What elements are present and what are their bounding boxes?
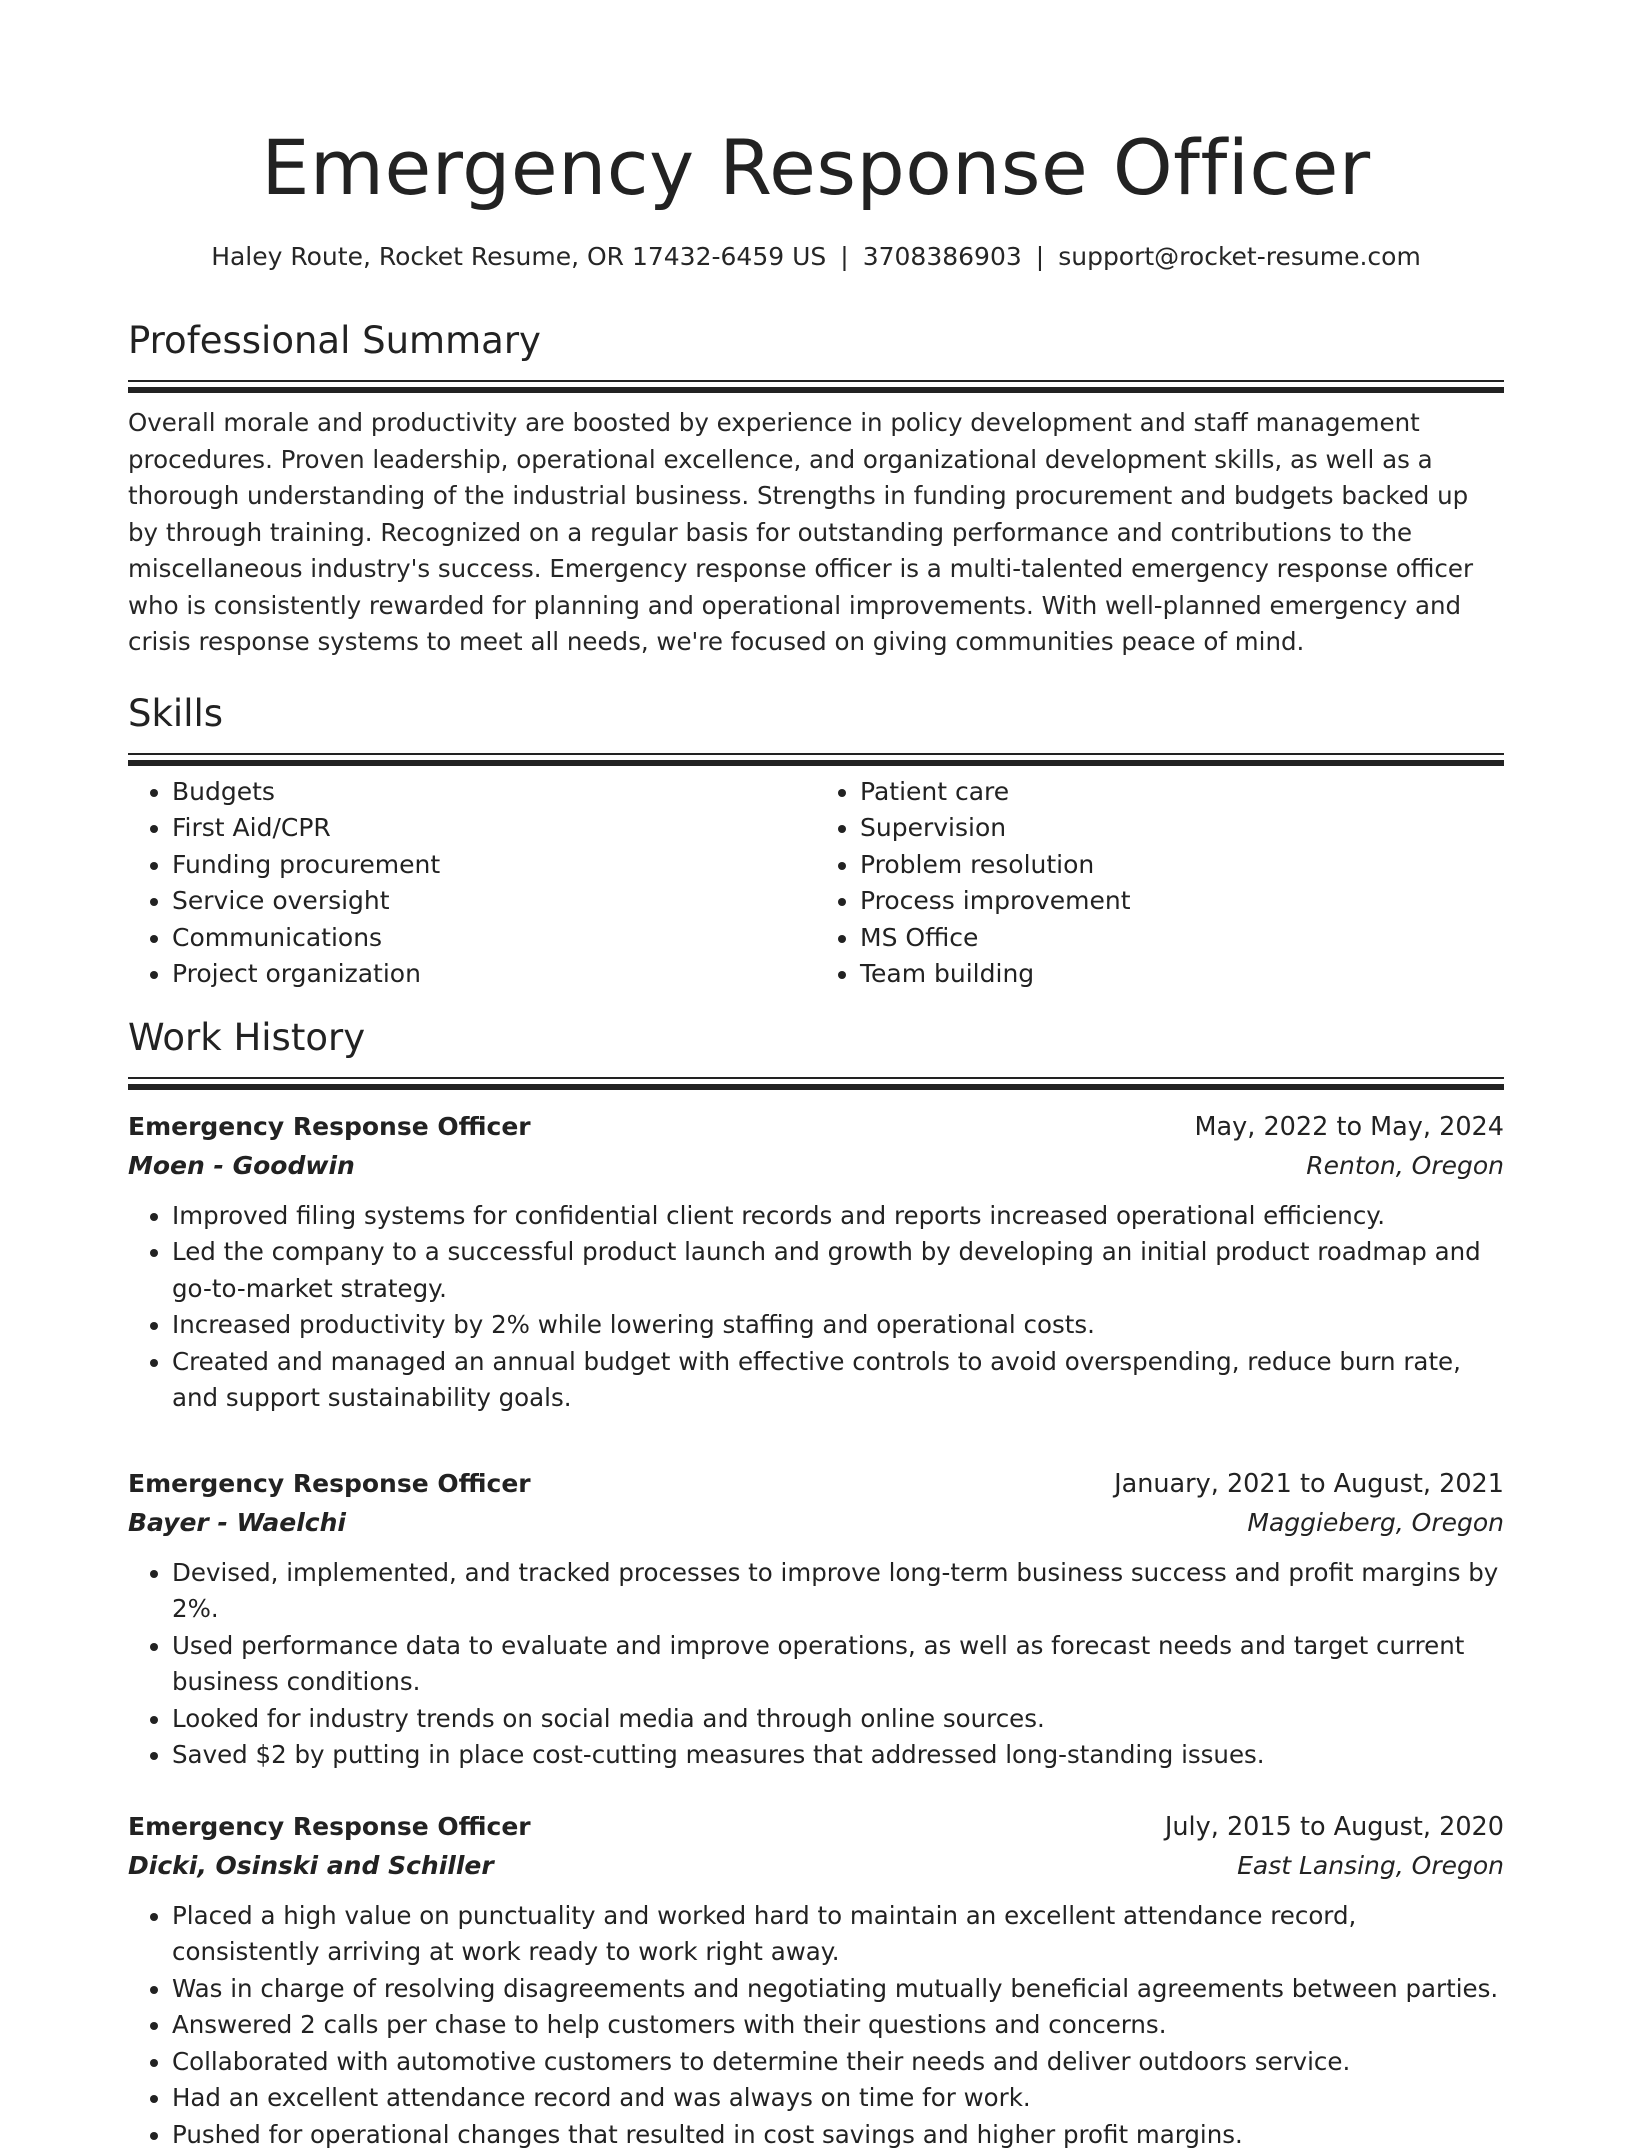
job-company: Dicki, Osinski and Schiller — [128, 1846, 494, 1886]
contact-phone[interactable]: 3708386903 — [863, 242, 1022, 271]
contact-line — [128, 240, 1504, 274]
job-dates: July, 2015 to August, 2020 — [1165, 1808, 1504, 1846]
skill-item: • Process improvement — [860, 883, 1504, 920]
job-bullets — [128, 1555, 1504, 1774]
skills-list-left — [128, 774, 816, 993]
skills-columns — [128, 774, 1504, 993]
job-bullet: • Had an excellent attendance record and was always on time for work. — [172, 2080, 1504, 2117]
skill-item: • Funding procurement — [172, 847, 816, 884]
job-title: Emergency Response Officer — [128, 1465, 531, 1503]
job-bullets — [128, 1198, 1504, 1417]
skill-item: • Budgets — [172, 774, 816, 811]
section-heading-skills: Skills — [128, 689, 1504, 739]
job-location: Renton, Oregon — [1306, 1146, 1504, 1186]
job-bullet: • Saved $2 by putting in place cost-cutting measures that addressed long-standing issues. — [172, 1737, 1504, 1774]
job-subheader-row — [128, 1846, 1504, 1886]
job-bullet: • Looked for industry trends on social media and through online sources. — [172, 1701, 1504, 1738]
job-bullet: • Increased productivity by 2% while lowering staffing and operational costs. — [172, 1307, 1504, 1344]
job-bullet: • Used performance data to evaluate and improve operations, as well as forecast needs and target current business conditions. — [172, 1628, 1504, 1701]
job-title: Emergency Response Officer — [128, 1808, 531, 1846]
job-entry — [128, 1808, 1504, 2153]
summary-text: Overall morale and productivity are boosted by experience in policy development and staff management procedures. Proven leadership, operational excellence, and organizational development skills, as well as a thorough understanding of the industrial business. Strengths in funding procurement and budgets backed up by through training. Recognized on a regular basis for outstanding performance and contributions to the miscellaneous industry's success. Emergency response officer is a multi-talented emergency response officer who is consistently rewarded for planning and operational improvements. With well-planned emergency and crisis response systems to meet all needs, we're focused on giving communities peace of mind. — [128, 405, 1504, 661]
job-header-row — [128, 1465, 1504, 1503]
job-subheader-row — [128, 1146, 1504, 1186]
skill-item: • Supervision — [860, 810, 1504, 847]
job-location: Maggieberg, Oregon — [1247, 1503, 1504, 1543]
job-header-row — [128, 1108, 1504, 1146]
resume-title: Emergency Response Officer — [128, 0, 1504, 218]
skill-item: • MS Office — [860, 920, 1504, 957]
skill-item: • Service oversight — [172, 883, 816, 920]
skill-item: • Project organization — [172, 956, 816, 993]
skills-section — [128, 689, 1504, 993]
work-history-section — [128, 1013, 1504, 2153]
skill-item: • First Aid/CPR — [172, 810, 816, 847]
job-bullet: • Placed a high value on punctuality and worked hard to maintain an excellent attendance record, consistently arriving at work ready to work right away. — [172, 1898, 1504, 1971]
contact-separator: | — [1022, 242, 1058, 271]
section-divider — [128, 753, 1504, 766]
job-entry — [128, 1108, 1504, 1417]
job-bullet: • Pushed for operational changes that resulted in cost savings and higher profit margins. — [172, 2117, 1504, 2153]
contact-email[interactable]: support@rocket-resume.com — [1058, 242, 1421, 271]
skill-item: • Problem resolution — [860, 847, 1504, 884]
job-title: Emergency Response Officer — [128, 1108, 531, 1146]
section-divider — [128, 1077, 1504, 1090]
job-bullet: • Answered 2 calls per chase to help customers with their questions and concerns. — [172, 2007, 1504, 2044]
job-bullet: • Created and managed an annual budget with effective controls to avoid overspending, reduce burn rate, and support sustainability goals. — [172, 1344, 1504, 1417]
contact-separator: | — [826, 242, 862, 271]
skills-list-right — [816, 774, 1504, 993]
job-dates: May, 2022 to May, 2024 — [1195, 1108, 1504, 1146]
section-heading-work: Work History — [128, 1013, 1504, 1063]
job-entry — [128, 1465, 1504, 1774]
job-subheader-row — [128, 1503, 1504, 1543]
professional-summary-section — [128, 316, 1504, 661]
skill-item: • Team building — [860, 956, 1504, 993]
job-company: Bayer - Waelchi — [128, 1503, 346, 1543]
job-bullet: • Led the company to a successful product launch and growth by developing an initial product roadmap and go-to-market strategy. — [172, 1234, 1504, 1307]
job-dates: January, 2021 to August, 2021 — [1114, 1465, 1504, 1503]
skill-item: • Communications — [172, 920, 816, 957]
skill-item: • Patient care — [860, 774, 1504, 811]
section-divider — [128, 380, 1504, 393]
section-heading-summary: Professional Summary — [128, 316, 1504, 366]
job-bullet: • Collaborated with automotive customers to determine their needs and deliver outdoors service. — [172, 2044, 1504, 2081]
job-location: East Lansing, Oregon — [1237, 1846, 1504, 1886]
contact-address: Haley Route, Rocket Resume, OR 17432-6459 US — [211, 242, 826, 271]
job-bullet: • Improved filing systems for confidential client records and reports increased operational efficiency. — [172, 1198, 1504, 1235]
job-bullet: • Devised, implemented, and tracked processes to improve long-term business success and profit margins by 2%. — [172, 1555, 1504, 1628]
job-header-row — [128, 1808, 1504, 1846]
job-bullet: • Was in charge of resolving disagreements and negotiating mutually beneficial agreements between parties. — [172, 1971, 1504, 2008]
job-bullets — [128, 1898, 1504, 2153]
job-company: Moen - Goodwin — [128, 1146, 355, 1186]
